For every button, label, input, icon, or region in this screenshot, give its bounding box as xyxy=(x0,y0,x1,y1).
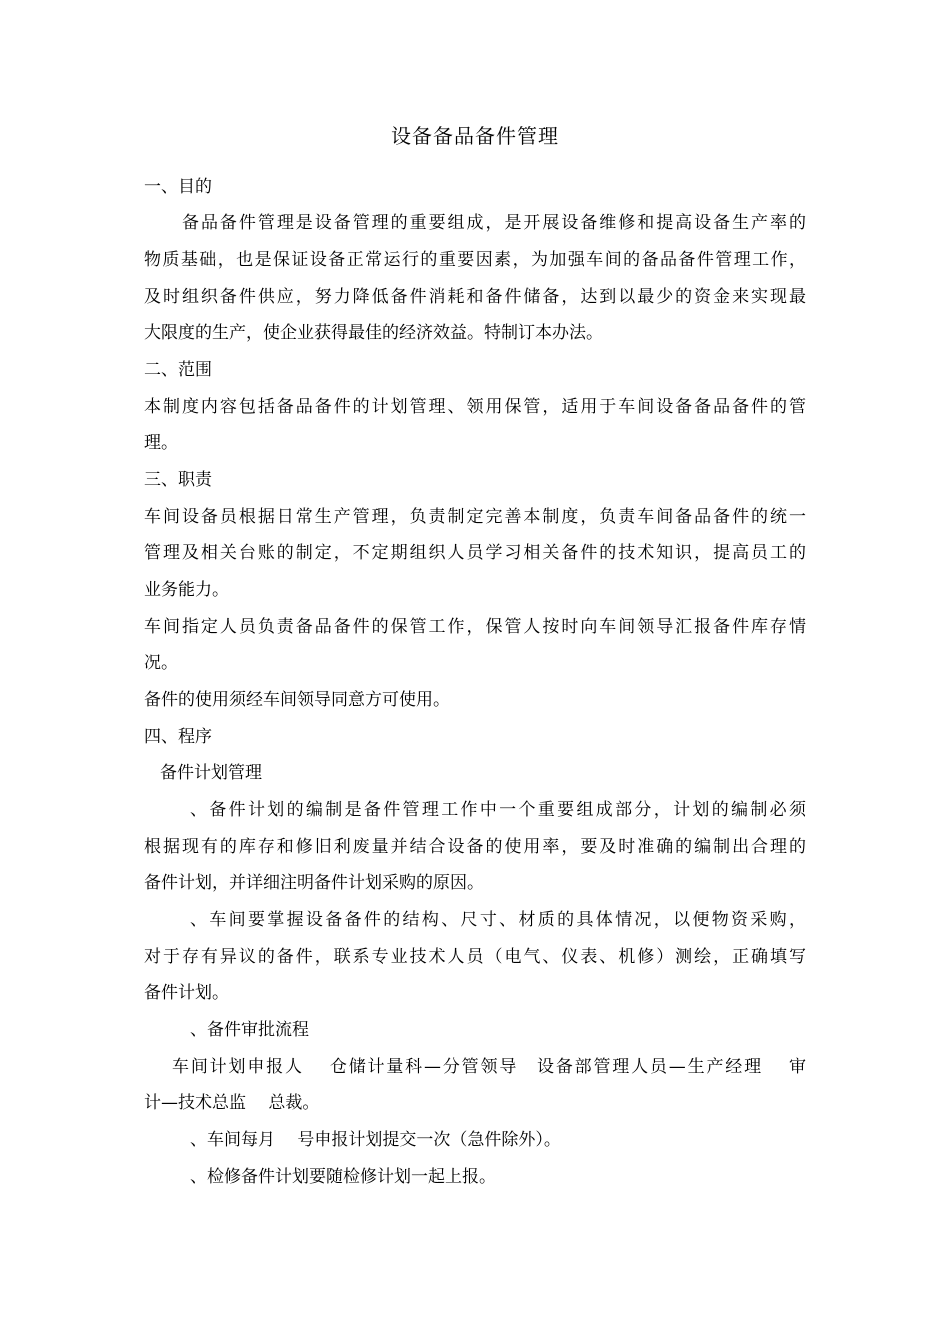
paragraph-line: 及时组织备件供应，努力降低备件消耗和备件储备，达到以最少的资金来实现最 xyxy=(144,287,806,307)
paragraph-line: 业务能力。 xyxy=(144,580,229,600)
paragraph-line: 本制度内容包括备品备件的计划管理、领用保管，适用于车间设备备品备件的管 xyxy=(144,397,806,417)
paragraph-line: 、检修备件计划要随检修计划一起上报。 xyxy=(190,1167,496,1187)
paragraph-line: 车间设备员根据日常生产管理，负责制定完善本制度，负责车间备品备件的统一 xyxy=(144,507,806,527)
paragraph-line: 备件计划。 xyxy=(144,983,229,1003)
paragraph-line: 、车间要掌握设备备件的结构、尺寸、材质的具体情况，以便物资采购， xyxy=(190,910,806,930)
paragraph-line: 大限度的生产，使企业获得最佳的经济效益。特制订本办法。 xyxy=(144,323,603,343)
paragraph-line: 、备件审批流程 xyxy=(190,1020,309,1040)
section-heading-duties: 三、职责 xyxy=(144,470,212,490)
document-title: 设备备品备件管理 xyxy=(391,124,559,148)
paragraph-line: 、车间每月 号申报计划提交一次（急件除外）。 xyxy=(190,1130,561,1150)
paragraph-line: 备件的使用须经车间领导同意方可使用。 xyxy=(144,690,450,710)
paragraph-line: 物质基础，也是保证设备正常运行的重要因素，为加强车间的备品备件管理工作， xyxy=(144,250,806,270)
section-heading-procedure: 四、程序 xyxy=(144,727,212,747)
paragraph-line: 计—技术总监 总裁。 xyxy=(144,1093,320,1113)
paragraph-line: 理。 xyxy=(144,433,178,453)
paragraph-line: 备品备件管理是设备管理的重要组成，是开展设备维修和提高设备生产率的 xyxy=(182,213,806,233)
paragraph-line: 管理及相关台账的制定，不定期组织人员学习相关备件的技术知识，提高员工的 xyxy=(144,543,806,563)
paragraph-line: 根据现有的库存和修旧利废量并结合设备的使用率，要及时准确的编制出合理的 xyxy=(144,837,806,857)
paragraph-line: 、备件计划的编制是备件管理工作中一个重要组成部分，计划的编制必须 xyxy=(190,800,806,820)
paragraph-line: 备件计划，并详细注明备件计划采购的原因。 xyxy=(144,873,484,893)
section-heading-scope: 二、范围 xyxy=(144,360,212,380)
paragraph-line: 况。 xyxy=(144,653,178,673)
paragraph-line: 车间指定人员负责备品备件的保管工作，保管人按时向车间领导汇报备件库存情 xyxy=(144,617,806,637)
subsection-heading: 备件计划管理 xyxy=(160,763,262,783)
section-heading-purpose: 一、目的 xyxy=(144,177,212,197)
paragraph-line: 车间计划申报人 仓储计量科—分管领导 设备部管理人员—生产经理 审 xyxy=(172,1057,806,1077)
paragraph-line: 对于存有异议的备件，联系专业技术人员（电气、仪表、机修）测绘，正确填写 xyxy=(144,947,806,967)
